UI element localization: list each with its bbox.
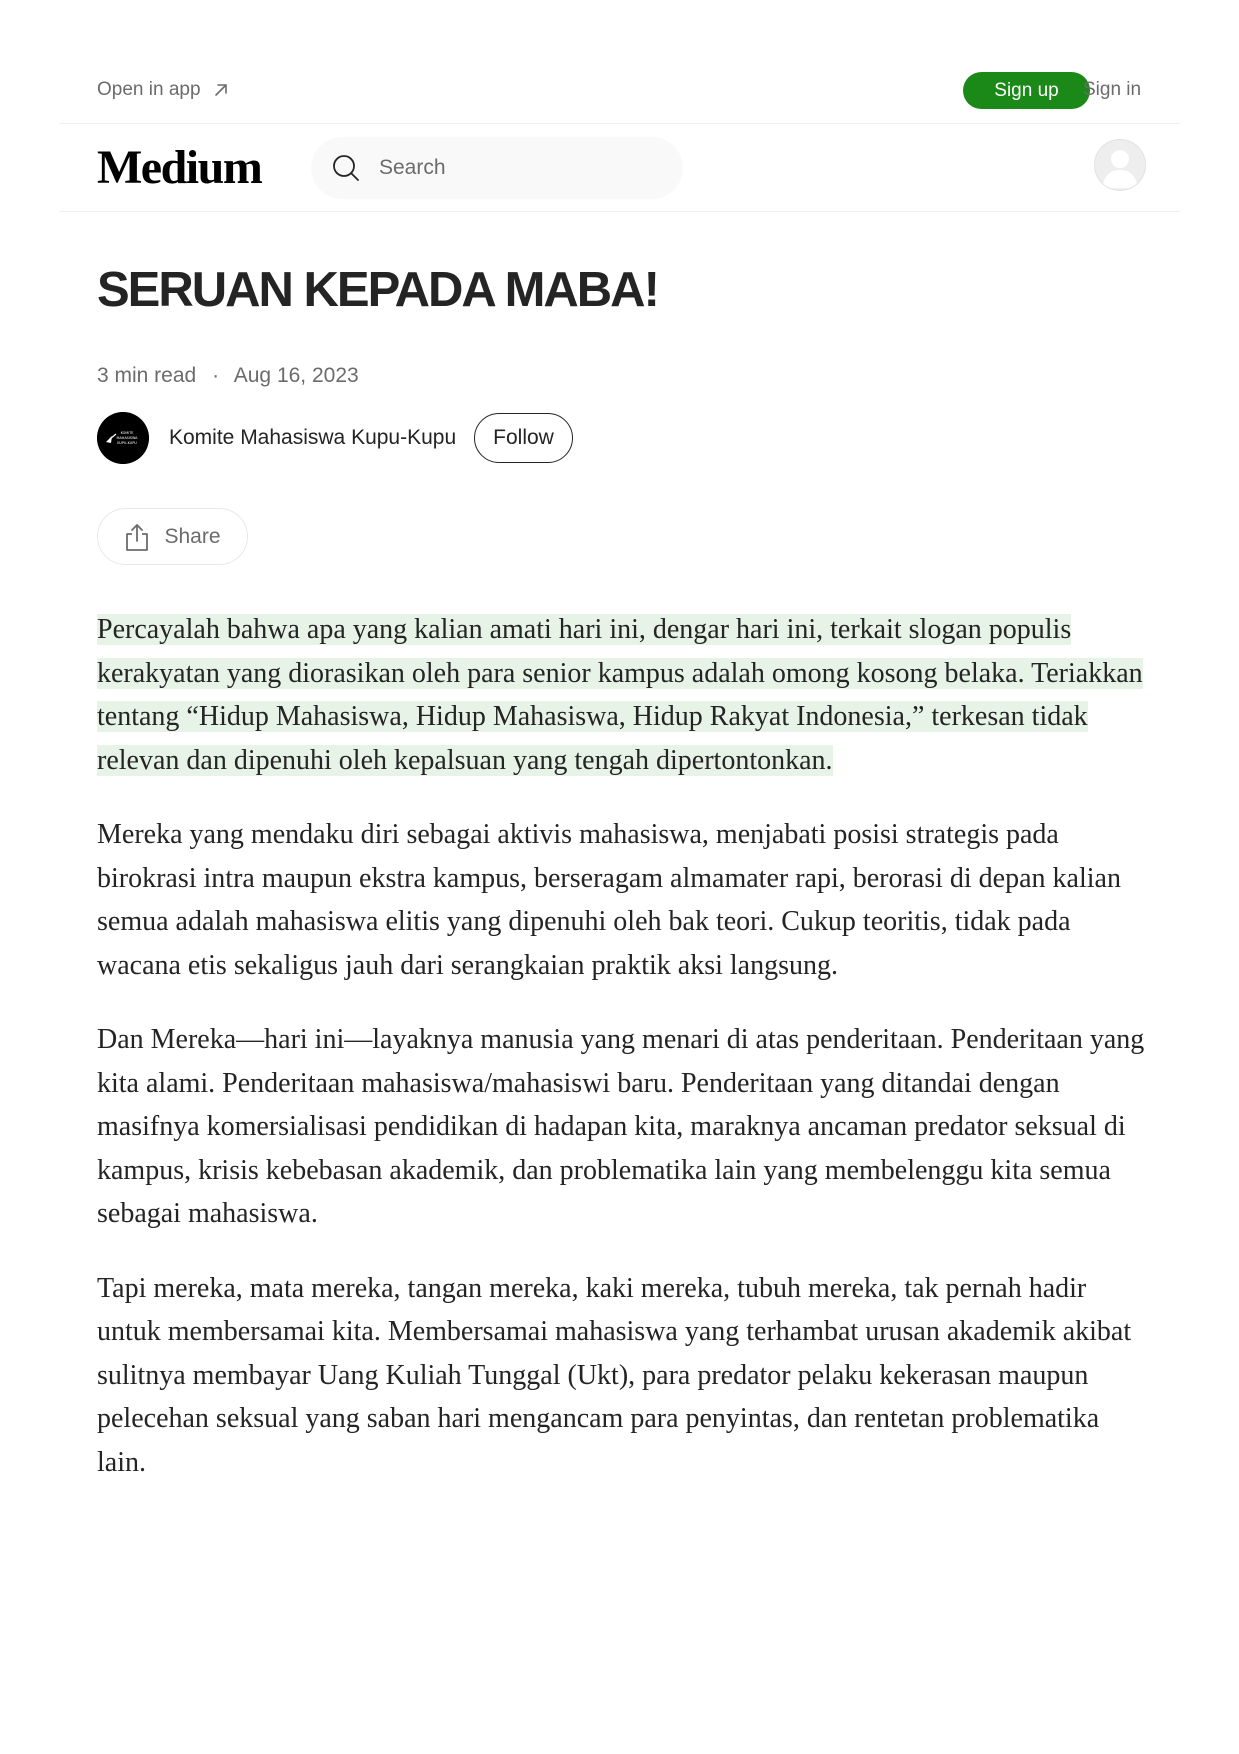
- user-avatar-icon[interactable]: [1094, 139, 1146, 191]
- read-time: 3 min read: [97, 364, 197, 387]
- share-label: Share: [164, 524, 221, 548]
- author-avatar[interactable]: [97, 412, 149, 464]
- highlighted-text[interactable]: Percayalah bahwa apa yang kalian amati hari ini, dengar hari ini, terkait slogan populis kerakyatan yang diorasikan oleh para senior kampus adalah omong kosong belaka. Teriakkan tentang “Hidup Mahasiswa, Hidup Mahasiswa, Hidup Rakyat Indonesia,” terkesan tidak relevan dan dipenuhi oleh kepalsuan yang tengah dipertontonkan.: [97, 614, 1143, 776]
- search-bar[interactable]: [311, 137, 683, 199]
- share-icon: [124, 522, 150, 552]
- article-paragraph: Mereka yang mendaku diri sebagai aktivis mahasiswa, menjabati posisi strategis pada birokrasi intra maupun ekstra kampus, berseragam almamater rapi, berorasi di depan kalian semua adalah mahasiswa elitis yang dipenuhi oleh bak teori. Cukup teoritis, tidak pada wacana etis sekaligus jauh dari serangkaian praktik aksi langsung.: [97, 819, 1121, 981]
- author-name[interactable]: Komite Mahasiswa Kupu-Kupu: [169, 426, 457, 449]
- article-meta: [97, 364, 359, 388]
- article-title: SERUAN KEPADA MABA!: [97, 263, 658, 317]
- svg-text:KUPU-KUPU: KUPU-KUPU: [117, 441, 137, 445]
- publish-date: Aug 16, 2023: [233, 364, 359, 387]
- share-button[interactable]: [97, 508, 248, 565]
- top-bar: [59, 68, 1180, 124]
- author-logo-icon: [97, 412, 149, 464]
- open-in-app-label: Open in app: [97, 79, 201, 100]
- article-body: [97, 608, 1147, 1515]
- follow-button[interactable]: Follow: [474, 413, 573, 463]
- medium-logo[interactable]: Medium: [97, 141, 262, 194]
- article-paragraph: Tapi mereka, mata mereka, tangan mereka, kaki mereka, tubuh mereka, tak pernah hadir untuk membersamai kita. Membersamai mahasiswa yang terhambat urusan akademik akibat sulitnya membayar Uang Kuliah Tunggal (Ukt), para predator pelaku kekerasan maupun pelecehan seksual yang saban hari mengancam para penyintas, dan rentetan problematika lain.: [97, 1272, 1132, 1478]
- article-paragraph: [97, 608, 1147, 782]
- svg-text:MAHASISWA: MAHASISWA: [116, 436, 138, 440]
- article-paragraph: Dan Mereka—hari ini—layaknya manusia yang menari di atas penderitaan. Penderitaan yang kita alami. Penderitaan mahasiswa/mahasiswi baru. Penderitaan yang ditandai dengan masifnya komersialisasi pendidikan di hadapan kita, maraknya ancaman predator seksual di kampus, krisis kebebasan akademik, dan problematika lain yang membelenggu kita semua sebagai mahasiswa.: [97, 1024, 1145, 1229]
- site-header: [59, 124, 1180, 212]
- open-in-app-link[interactable]: [97, 79, 229, 101]
- sign-up-button[interactable]: Sign up: [963, 72, 1090, 109]
- arrow-up-right-icon: [213, 82, 229, 98]
- meta-separator: ·: [212, 364, 220, 387]
- sign-in-link[interactable]: Sign in: [1083, 79, 1142, 100]
- search-icon: [331, 153, 361, 183]
- author-logo-text: KOMITE: [120, 431, 134, 435]
- author-row: [97, 410, 573, 466]
- search-input[interactable]: [377, 155, 661, 181]
